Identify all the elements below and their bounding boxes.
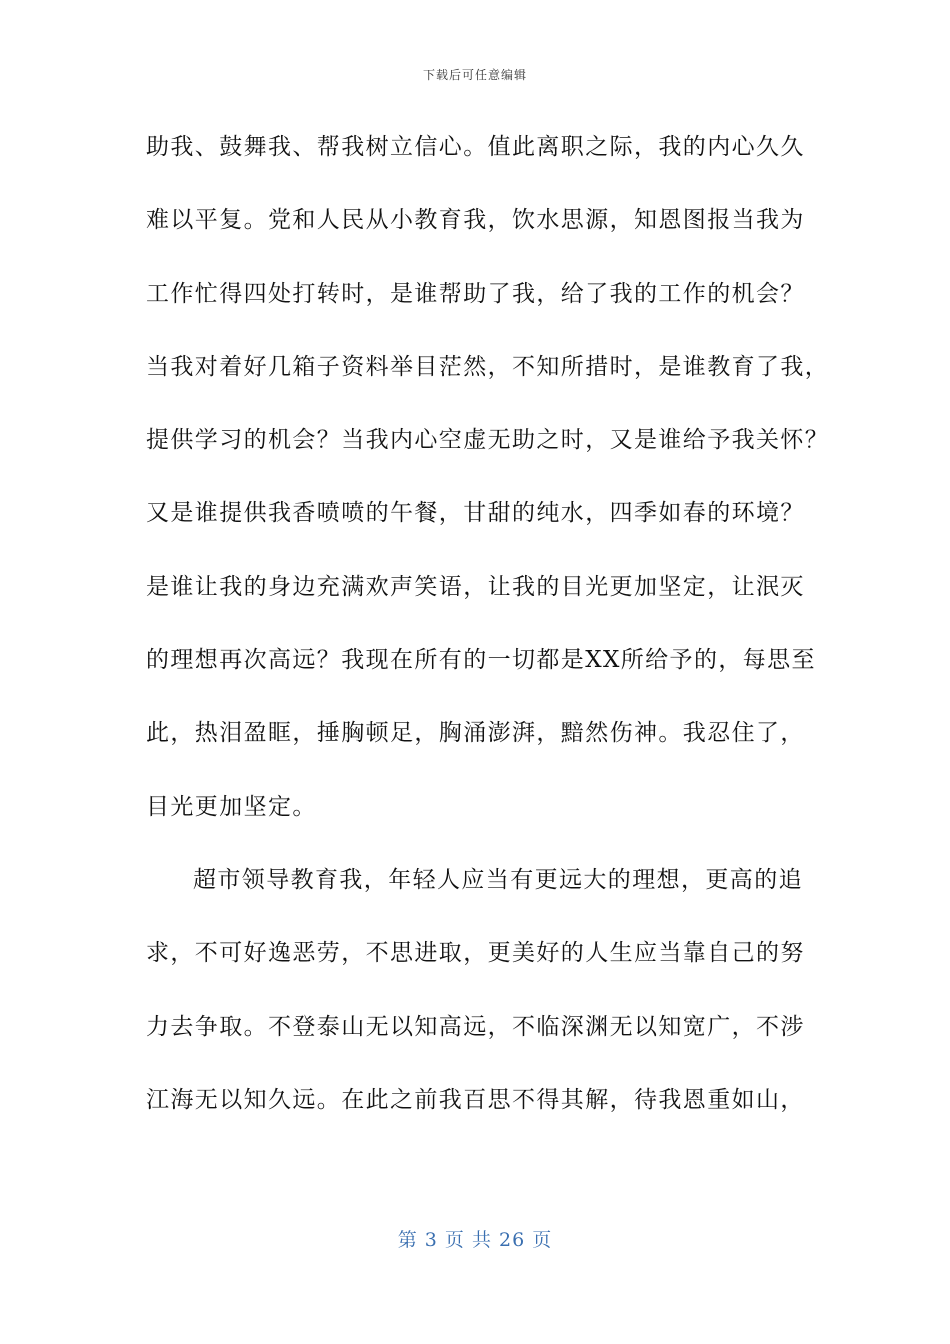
header-note: 下载后可任意编辑 [422, 68, 527, 82]
text-line: 助我、鼓舞我、帮我树立信心。值此离职之际，我的内心久久 [146, 134, 805, 160]
text-line: 提供学习的机会？当我内心空虚无助之时，又是谁给予我关怀？ [146, 427, 830, 454]
text-line: 又是谁提供我香喷喷的午餐，甘甜的纯水，四季如春的环境？ [146, 500, 805, 527]
document-body [146, 124, 830, 1150]
text-line: 此，热泪盈眶，捶胸顿足，胸涌澎湃，黯然伤神。我忍住了， [146, 720, 805, 747]
text-line: 是谁让我的身边充满欢声笑语，让我的目光更加坚定，让泯灭 [146, 573, 805, 600]
text-line: 当我对着好几箱子资料举目茫然，不知所措时，是谁教育了我， [146, 353, 830, 380]
text-line: 目光更加坚定。 [146, 793, 317, 820]
text-line: 力去争取。不登泰山无以知高远，不临深渊无以知宽广，不涉 [146, 1013, 805, 1040]
paragraph-start-line: 超市领导教育我，年轻人应当有更远大的理想，更高的追 [193, 866, 803, 893]
text-line: 求，不可好逸恶劳，不思进取，更美好的人生应当靠自己的努 [146, 940, 805, 967]
text-line: 的理想再次高远？我现在所有的一切都是XX所给予的，每思至 [146, 647, 816, 674]
page-number-footer: 第 3 页 共 26 页 [397, 1229, 553, 1251]
text-line: 难以平复。党和人民从小教育我，饮水思源，知恩图报当我为 [146, 207, 805, 234]
text-line: 江海无以知久远。在此之前我百思不得其解，待我恩重如山， [146, 1086, 805, 1113]
text-line: 工作忙得四处打转时，是谁帮助了我，给了我的工作的机会？ [146, 280, 805, 307]
